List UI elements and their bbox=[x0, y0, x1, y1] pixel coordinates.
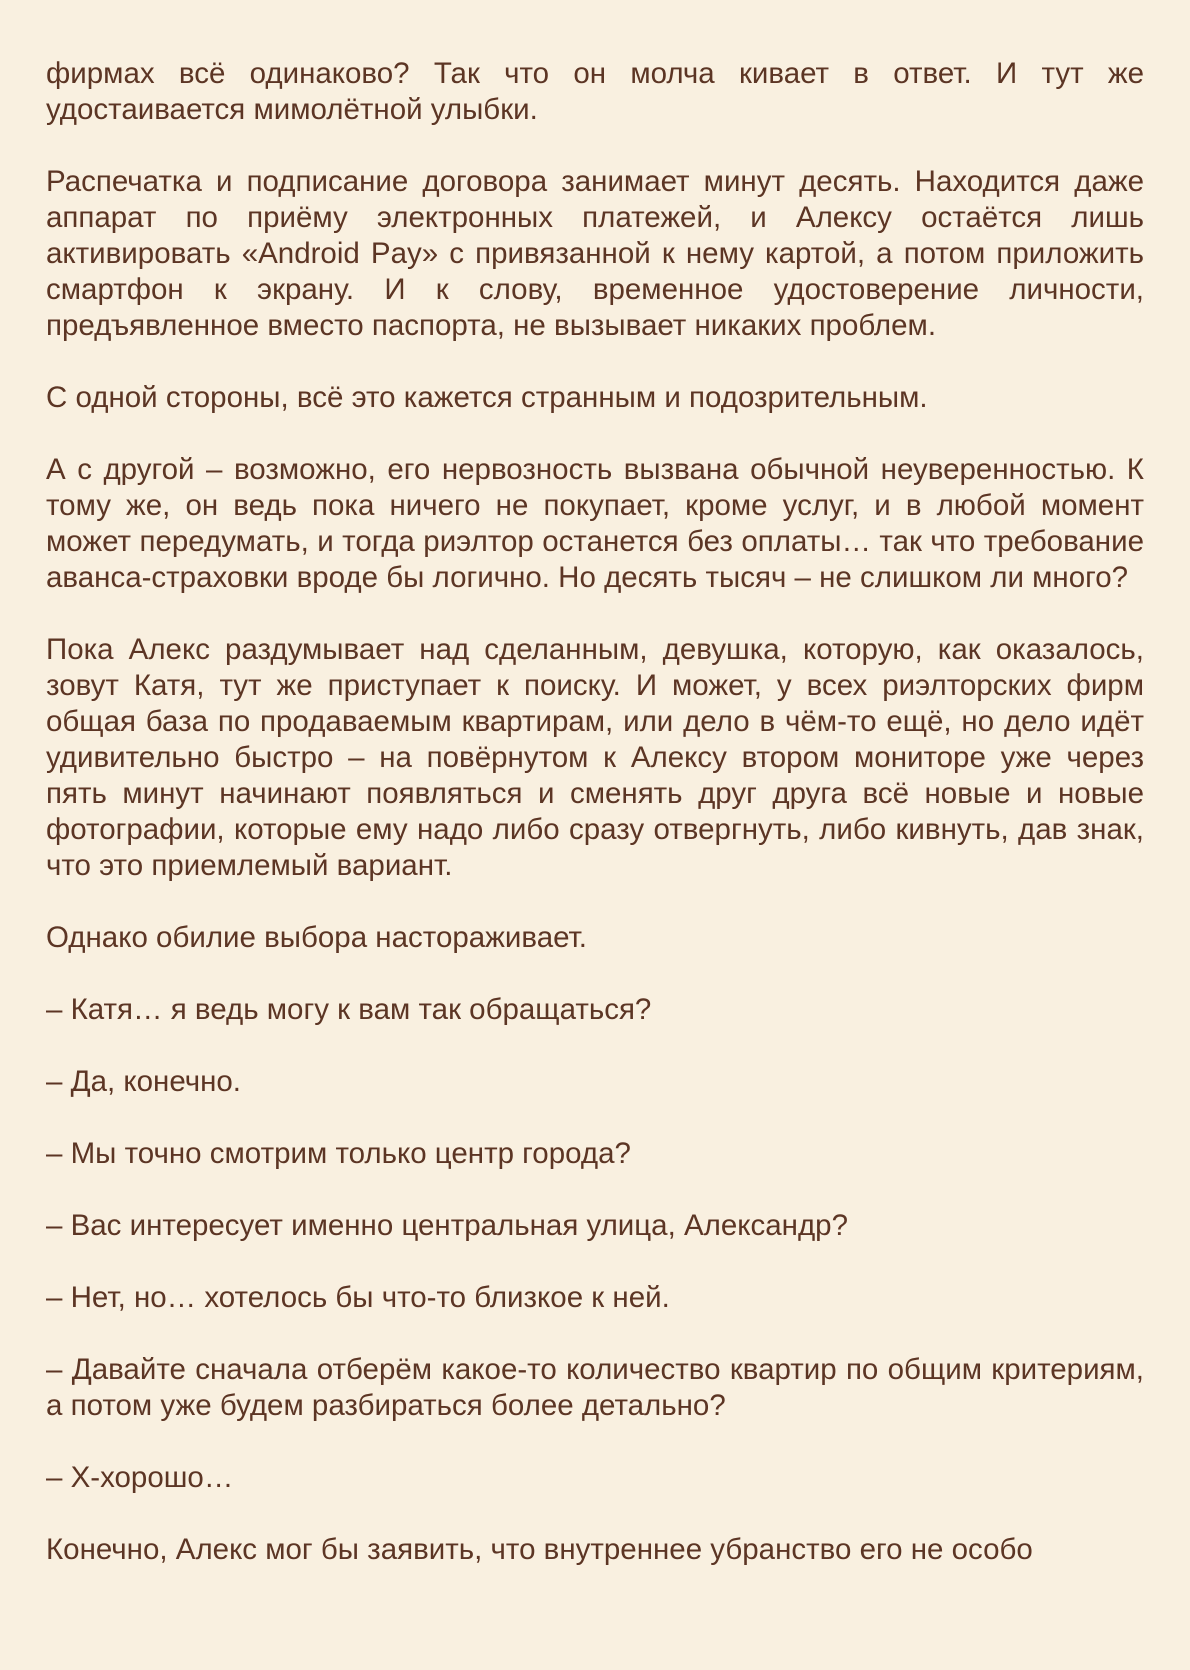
dialogue-line-2: – Да, конечно. bbox=[46, 1065, 242, 1098]
dialogue-line-1: – Катя… я ведь могу к вам так обращаться? bbox=[46, 993, 652, 1026]
paragraph-6: Однако обилие выбора настораживает. bbox=[46, 921, 587, 954]
dialogue-line-6: – Давайте сначала отберём какое-то количество квартир по общим критериям, а потом уже будем разбираться более детально? bbox=[46, 1353, 1144, 1422]
paragraph-4: А с другой – возможно, его нервозность вызвана обычной неуверенностью. К тому же, он ведь пока ничего не покупает, кроме услуг, и в любой момент может передумать, и тогда риэлтор останется без оплаты… так что требование аванса-страховки вроде бы логично. Но десять тысяч – не слишком ли много? bbox=[46, 453, 1144, 594]
dialogue-line-5: – Нет, но… хотелось бы что-то близкое к ней. bbox=[46, 1281, 670, 1314]
paragraph-5: Пока Алекс раздумывает над сделанным, девушка, которую, как оказалось, зовут Катя, тут же приступает к поиску. И может, у всех риэлторских фирм общая база по продаваемым квартирам, или дело в чём-то ещё, но дело идёт удивительно быстро – на повёрнутом к Алексу втором мониторе уже через пять минут начинают появляться и сменять друг друга всё новые и новые фотографии, которые ему надо либо сразу отвергнуть, либо кивнуть, дав знак, что это приемлемый вариант. bbox=[46, 633, 1144, 882]
dialogue-line-4: – Вас интересует именно центральная улица, Александр? bbox=[46, 1209, 848, 1242]
paragraph-2: Распечатка и подписание договора занимает минут десять. Находится даже аппарат по приёму электронных платежей, и Алексу остаётся лишь активировать «Android Pay» с привязанной к нему картой, а потом приложить смартфон к экрану. И к слову, временное удостоверение личности, предъявленное вместо паспорта, не вызывает никаких проблем. bbox=[46, 165, 1144, 342]
dialogue-line-7: – Х-хорошо… bbox=[46, 1461, 234, 1494]
paragraph-final: Конечно, Алекс мог бы заявить, что внутреннее убранство его не особо bbox=[46, 1533, 1033, 1566]
paragraph-3: С одной стороны, всё это кажется странным и подозрительным. bbox=[46, 381, 928, 414]
paragraph-1: фирмах всё одинаково? Так что он молча кивает в ответ. И тут же удостаивается мимолётной улыбки. bbox=[46, 57, 1144, 126]
dialogue-line-3: – Мы точно смотрим только центр города? bbox=[46, 1137, 631, 1170]
